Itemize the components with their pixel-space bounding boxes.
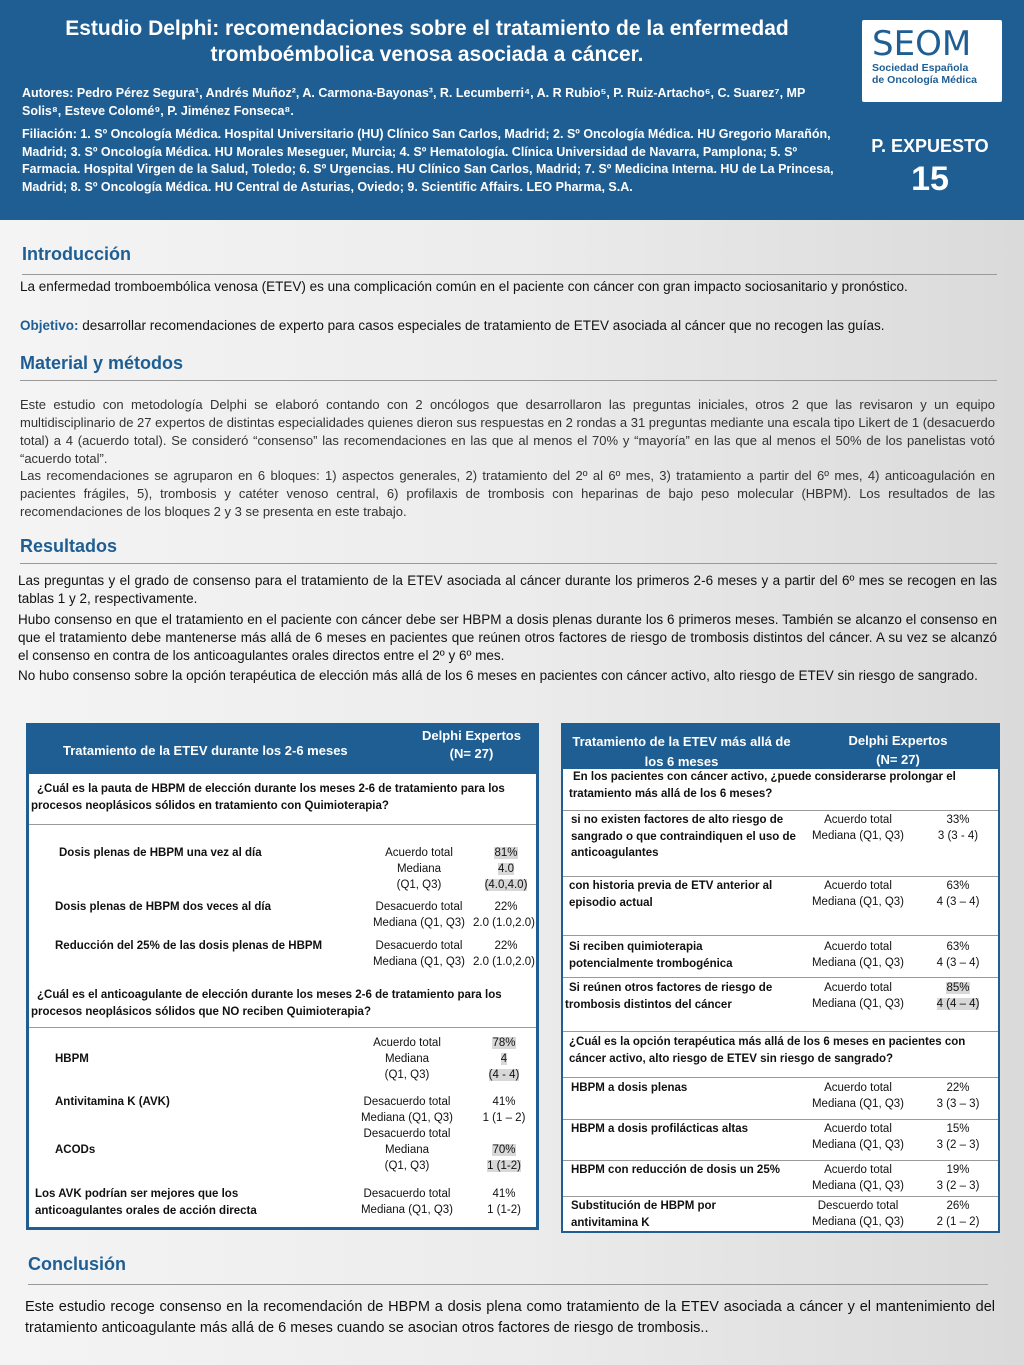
metric-label: Desacuerdo total — [363, 1096, 451, 1108]
metric-label: Acuerdo total — [824, 1123, 892, 1135]
metric-label: Acuerdo total — [824, 814, 892, 826]
results-paragraph-1: Las preguntas y el grado de consenso para el tratamiento de la ETEV asociada al cáncer durante los primeros 2-6 meses y a partir del 6º mes se recogen en las tablas 1 y 2, respectivamente. — [18, 573, 997, 606]
table-row: HBPM a dosis profilácticas altas — [571, 1123, 749, 1135]
conclusion-rule — [28, 1284, 988, 1285]
results-rule — [20, 563, 997, 564]
intro-title: Introducción — [22, 244, 131, 264]
table-row: si no existen factores de alto riesgo de sangrado o que contraindiquen el uso de anticoagulantes — [571, 814, 796, 859]
metric-label: Mediana (Q1, Q3) — [811, 998, 905, 1010]
metric-label: Descuerdo total — [817, 1200, 899, 1212]
metric-value: 15% — [946, 1123, 970, 1135]
metric-label: Desacuerdo total — [363, 1188, 451, 1200]
metric-value: 2 (1 – 2) — [936, 1216, 980, 1228]
results-paragraph-3: No hubo consenso sobre la opción terapéutica de elección más allá de los 6 meses en pacientes con cáncer activo, alto riesgo de ETEV sin riesgo de sangrado. — [18, 668, 978, 683]
table-row: Si reúnen otros factores de riesgo de trombosis distintos del cáncer — [565, 982, 773, 1011]
table-1 — [26, 723, 539, 1230]
metric-label: Mediana (Q1, Q3) — [360, 1112, 454, 1124]
metric-label: Desacuerdo total — [363, 1128, 451, 1140]
metric-value: 3 (3 – 3) — [936, 1098, 980, 1110]
table-2-divider — [563, 1160, 998, 1161]
table-1-divider — [29, 824, 536, 825]
metric-value: 33% — [946, 814, 970, 826]
table-1-divider — [29, 1027, 536, 1028]
table-2-header — [563, 725, 998, 769]
highlight-value: 70% — [492, 1144, 516, 1156]
table-2-question-1: En los pacientes con cáncer activo, ¿puede considerarse prolongar el tratamiento más allá de los 6 meses? — [569, 771, 956, 800]
highlight-value: (4 - 4) — [488, 1069, 520, 1081]
highlight-value: 4.0 — [498, 863, 514, 875]
metric-value — [479, 1067, 529, 1084]
highlight-value: 4 — [500, 1053, 508, 1065]
metric-label: Acuerdo total — [824, 1164, 892, 1176]
poster-header — [0, 0, 1024, 220]
metric-label: Acuerdo total — [824, 982, 892, 994]
table-2-divider — [563, 935, 998, 936]
metric-value: 22% — [946, 1082, 970, 1094]
metric-label: Mediana (Q1, Q3) — [372, 956, 466, 968]
table-2-divider — [563, 1196, 998, 1197]
table-row: Reducción del 25% de las dosis plenas de HBPM — [55, 940, 323, 952]
metric-value: 2.0 (1.0,2.0) — [472, 956, 535, 968]
highlight-value: 78% — [492, 1037, 516, 1049]
metric-value: 1 (1 – 2) — [482, 1112, 526, 1124]
metric-label: Desacuerdo total — [375, 901, 463, 913]
metric-value: 63% — [946, 941, 970, 953]
poster-number: 15 — [911, 160, 949, 198]
metric-label: Acuerdo total — [385, 847, 453, 859]
objective-label: Objetivo: — [20, 318, 79, 333]
logo-wordmark: SEOM — [872, 24, 972, 64]
metric-value — [479, 1035, 529, 1052]
affiliations: Filiación: 1. Sº Oncología Médica. Hospital Universitario (HU) Clínico San Carlos, Madrid; 2. Sº Oncología Médica. HU Gregorio Marañón, Madrid; 3. Sº Oncología Médica. HU Morales Meseguer, Murcia; 4. Sº Hematología. Clínica Universidad de Navarra, Pamplona; 5. Sº Farmacia. Hospital Virgen de la Salud, Toledo; 6. Sº Urgencias. HU Clínico San Carlos, Madrid; 7. Sº Medicina Interna. HU de La Princesa, Madrid; 8. Sº Oncología Médica. HU Central de Asturias, Oviedo; 9. Scientific Affairs. LEO Pharma, S.A. — [22, 127, 834, 194]
methods-paragraph-2: Las recomendaciones se agruparon en 6 bloques: 1) aspectos generales, 2) tratamiento del 2º al 6º mes, 3) tratamiento a partir del 6º mes, 4) anticoagulación en pacientes frágiles, 5), trombosis y catéter venoso central, 6) profilaxis de trombosis con heparinas de bajo peso molecular (HBPM). Los resultados de las recomendaciones de los bloques 2 y 3 se presenta en este trabajo. — [20, 468, 995, 519]
metric-label: Mediana (Q1, Q3) — [811, 1098, 905, 1110]
table-2-divider — [563, 1031, 998, 1032]
table-row: Dosis plenas de HBPM una vez al día — [59, 847, 262, 859]
metric-label: Mediana — [384, 1144, 430, 1156]
highlight-value: 81% — [494, 847, 518, 859]
conclusion-text: Este estudio recoge consenso en la recomendación de HBPM a dosis plena como tratamiento de la ETEV asociada a cáncer y el mantenimiento del tratamiento anticoagulante más allá de 6 meses cuando se asocian otros factores de riesgo de trombosis.. — [25, 1299, 995, 1336]
objective-text: desarrollar recomendaciones de experto para casos especiales de tratamiento de ETEV asociada al cáncer que no recogen las guías. — [78, 318, 885, 333]
metric-label: Acuerdo total — [824, 880, 892, 892]
table-row: Dosis plenas de HBPM dos veces al día — [55, 901, 272, 913]
table-2-n: (N= 27) — [876, 752, 920, 767]
metric-label: Mediana (Q1, Q3) — [811, 957, 905, 969]
conclusion-title: Conclusión — [28, 1254, 126, 1274]
metric-label: Mediana (Q1, Q3) — [811, 1180, 905, 1192]
table-1-question-2: ¿Cuál es el anticoagulante de elección durante los meses 2-6 de tratamiento para los procesos neoplásicos sólidos que NO reciben Quimioterapia? — [31, 989, 502, 1018]
table-1-title: Tratamiento de la ETEV durante los 2-6 meses — [63, 743, 348, 758]
results-title: Resultados — [20, 536, 118, 556]
metric-label: Mediana (Q1, Q3) — [360, 1204, 454, 1216]
metric-value: 3 (2 – 3) — [936, 1180, 980, 1192]
metric-value — [479, 1142, 529, 1159]
metric-value: 41% — [492, 1188, 516, 1200]
table-2-divider — [563, 810, 998, 811]
table-row: HBPM — [55, 1053, 89, 1065]
metric-value: 22% — [494, 940, 518, 952]
metric-label: Mediana (Q1, Q3) — [811, 1216, 905, 1228]
metric-label: Mediana (Q1, Q3) — [811, 896, 905, 908]
seom-logo — [862, 20, 1002, 102]
metric-value — [479, 1051, 529, 1068]
metric-value: 1 (1-2) — [487, 1204, 521, 1216]
poster-type-label: P. EXPUESTO — [871, 136, 989, 156]
metric-label: Mediana — [384, 1053, 430, 1065]
table-2-divider — [563, 876, 998, 877]
authors: Autores: Pedro Pérez Segura¹, Andrés Muñoz², A. Carmona-Bayonas³, R. Lecumberri⁴, A. R Rubio⁵, P. Ruiz-Artacho⁶, C. Suarez⁷, MP Solis⁸, Esteve Colomé⁹, P. Jiménez Fonseca⁸. — [22, 86, 806, 118]
table-row: Los AVK podrían ser mejores que los anticoagulantes orales de acción directa — [35, 1188, 257, 1217]
metric-value: 3 (2 – 3) — [936, 1139, 980, 1151]
table-2-title: Tratamiento de la ETEV más allá de los 6 meses — [572, 734, 791, 769]
metric-label: Desacuerdo total — [375, 940, 463, 952]
table-row: Substitución de HBPM por antivitamina K — [571, 1200, 717, 1229]
metric-label: Mediana (Q1, Q3) — [372, 917, 466, 929]
metric-label: (Q1, Q3) — [384, 1160, 430, 1172]
table-2-divider — [563, 1077, 998, 1078]
metric-label: Acuerdo total — [373, 1037, 441, 1049]
metric-value — [923, 996, 993, 1013]
table-1-header — [29, 726, 536, 774]
methods-rule — [20, 380, 997, 381]
table-2 — [561, 723, 1000, 1233]
metric-value: 63% — [946, 880, 970, 892]
methods-paragraph-1: Este estudio con metodología Delphi se elaboró contando con 2 oncólogos que desarrollaron las preguntas iniciales, otros 2 que las revisaron y un equipo multidisciplinario de 27 expertos de distintas especialidades quienes dieron sus respuestas en 2 rondas a 31 preguntas mediante una escala tipo Likert de 1 (desacuerdo total) a 4 (acuerdo total). Se consideró “consenso” las recomendaciones en las que al menos el 70% y “mayoría” en las que al menos el 50% de los panelistas votó “acuerdo total”. — [20, 397, 995, 466]
metric-label: Mediana — [396, 863, 442, 875]
metric-value: 22% — [494, 901, 518, 913]
table-row: HBPM a dosis plenas — [571, 1082, 688, 1094]
objective-paragraph — [20, 317, 997, 335]
table-2-experts: Delphi Expertos — [848, 733, 948, 748]
table-2-divider — [563, 1119, 998, 1120]
metric-label: Mediana (Q1, Q3) — [811, 830, 905, 842]
methods-title: Material y métodos — [20, 353, 184, 373]
intro-text: La enfermedad tromboembólica venosa (ETEV) es una complicación común en el paciente con cáncer con gran impacto sociosanitario y pronóstico. — [20, 279, 908, 294]
poster-title: Estudio Delphi: recomendaciones sobre el tratamiento de la enfermedad tromboémbolica venosa asociada a cáncer. — [65, 17, 789, 66]
metric-value: 3 (3 - 4) — [937, 830, 979, 842]
metric-label: Acuerdo total — [824, 941, 892, 953]
metric-value — [923, 980, 993, 997]
table-2-divider — [563, 977, 998, 978]
metric-label: (Q1, Q3) — [384, 1069, 430, 1081]
highlight-value: 1 (1-2) — [487, 1160, 521, 1172]
metric-value — [474, 877, 538, 894]
table-1-experts: Delphi Expertos — [422, 728, 521, 743]
highlight-value: (4.0,4.0) — [484, 879, 528, 891]
metric-value: 41% — [492, 1096, 516, 1108]
table-row: Si reciben quimioterapia potencialmente trombogénica — [569, 941, 733, 970]
metric-value — [481, 845, 531, 862]
table-row: Antivitamina K (AVK) — [55, 1096, 170, 1108]
metric-label: Mediana (Q1, Q3) — [811, 1139, 905, 1151]
intro-rule — [22, 274, 997, 275]
table-row: con historia previa de ETV anterior al episodio actual — [569, 880, 773, 909]
metric-value — [474, 1158, 534, 1175]
metric-value: 2.0 (1.0,2.0) — [472, 917, 535, 929]
metric-value: 4 (3 – 4) — [936, 896, 980, 908]
table-row: HBPM con reducción de dosis un 25% — [571, 1164, 780, 1176]
metric-value: 19% — [946, 1164, 970, 1176]
highlight-value: 85% — [946, 982, 970, 994]
logo-subtitle-1: Sociedad Española — [872, 62, 969, 74]
metric-label: (Q1, Q3) — [396, 879, 442, 891]
metric-value: 4 (3 – 4) — [936, 957, 980, 969]
metric-value: 26% — [946, 1200, 970, 1212]
highlight-value: 4 (4 – 4) — [936, 998, 980, 1010]
table-2-question-2: ¿Cuál es la opción terapéutica más allá de los 6 meses en pacientes con cáncer activo, alto riesgo de ETEV sin riesgo de sangrado? — [569, 1036, 966, 1065]
logo-subtitle-2: de Oncología Médica — [872, 74, 978, 86]
table-1-question-1: ¿Cuál es la pauta de HBPM de elección durante los meses 2-6 de tratamiento para los procesos neoplásicos sólidos en tratamiento con Quimioterapia? — [31, 783, 505, 812]
results-paragraph-2: Hubo consenso en que el tratamiento en el paciente con cáncer debe ser HBPM a dosis plenas durante los 6 primeros meses. También se alcanzo el consenso en que el tratamiento debe mantenerse más allá de 6 meses en pacientes que reúnen otros factores de riesgo de trombosis distintos del cáncer. A su vez se alcanzó el consenso en contra de los anticoagulantes orales directos entre el 2º y 6º mes. — [18, 612, 997, 663]
table-row: ACODs — [55, 1144, 96, 1156]
metric-value — [481, 861, 531, 878]
metric-label: Acuerdo total — [824, 1082, 892, 1094]
table-1-n: (N= 27) — [449, 746, 494, 761]
